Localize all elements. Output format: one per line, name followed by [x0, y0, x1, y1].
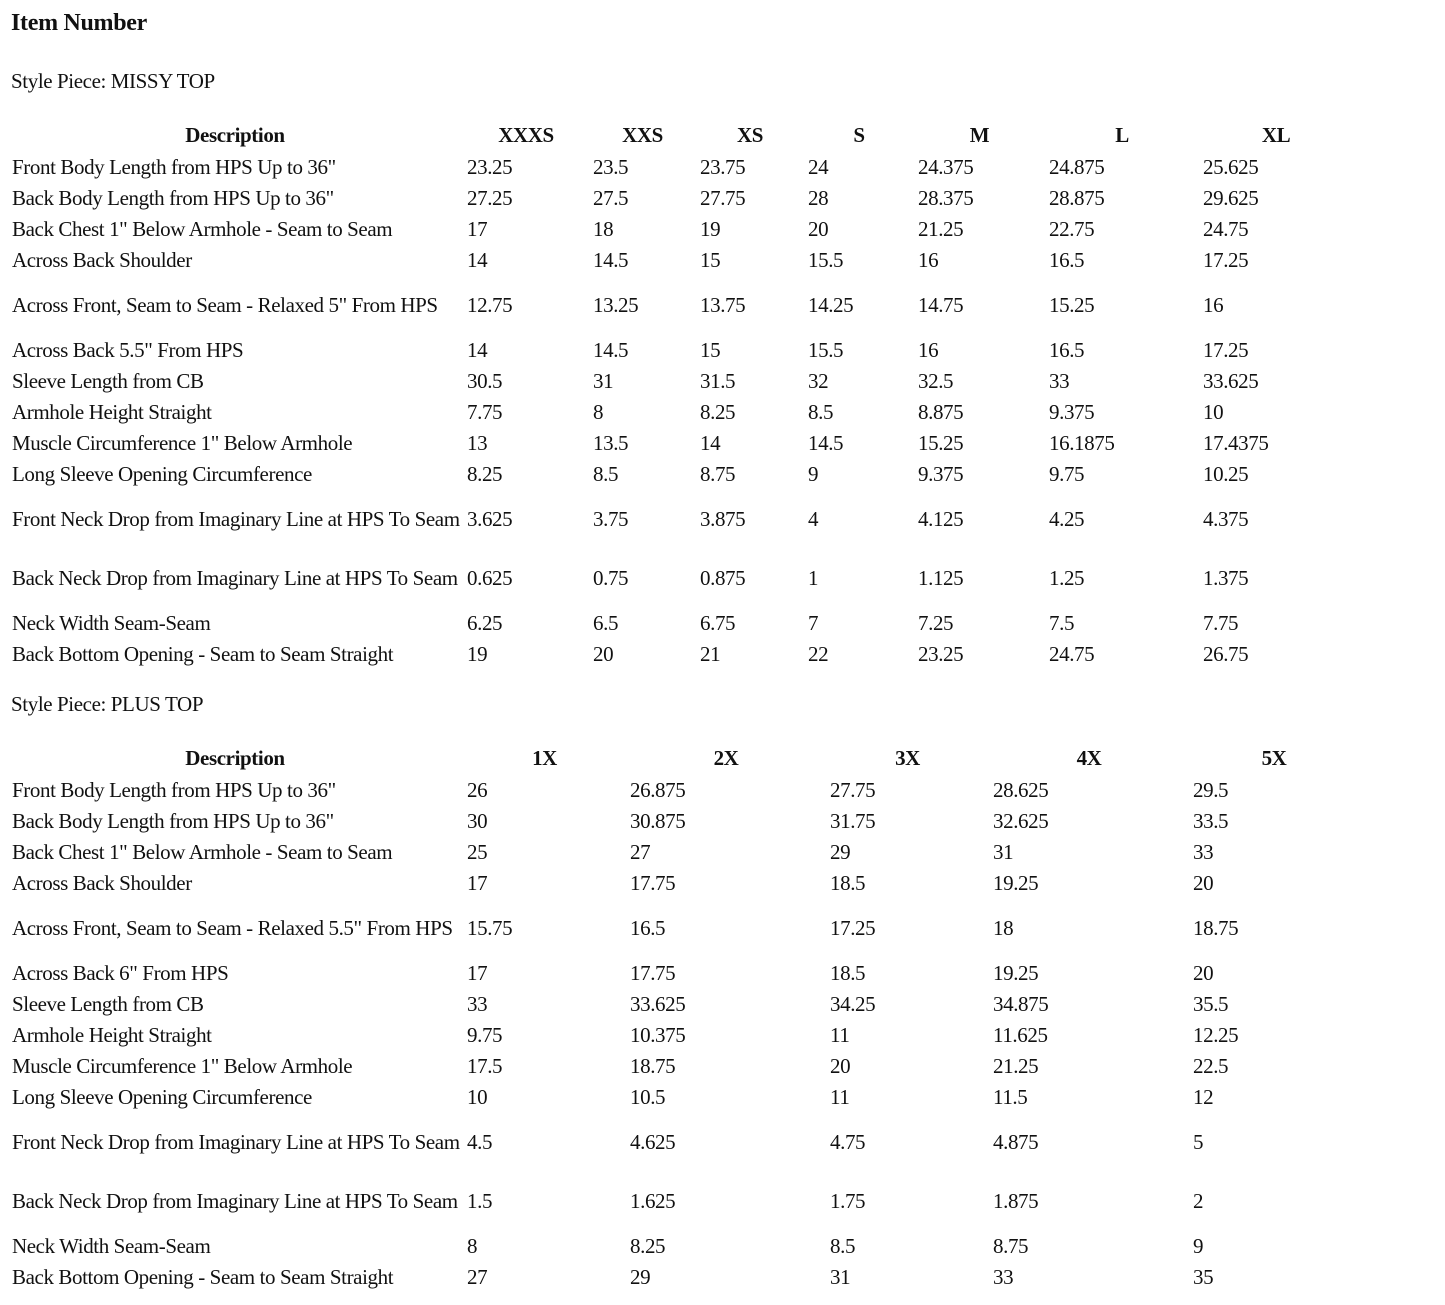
measurement-value: 7: [808, 610, 819, 635]
measurement-description: Front Neck Drop from Imaginary Line at HPS To Seam: [12, 1129, 460, 1154]
column-header-size: 1X: [532, 746, 557, 770]
measurement-value: 27.75: [830, 777, 876, 802]
document-title: Item Number: [11, 10, 148, 36]
measurement-value: 16: [1203, 292, 1224, 317]
table-row: [7, 275, 1353, 334]
measurement-value: 7.25: [918, 610, 954, 635]
measurement-value: 31: [593, 368, 614, 393]
column-header-size: XXXS: [498, 123, 554, 147]
measurement-value: 23.5: [593, 154, 629, 179]
column-header-size: 4X: [1076, 746, 1102, 770]
measurement-value: 2: [1193, 1188, 1204, 1213]
measurement-value: 12.75: [467, 292, 513, 317]
measurement-value: 28.625: [993, 777, 1049, 802]
measurement-value: 7.75: [1203, 610, 1239, 635]
measurement-value: 32.625: [993, 808, 1049, 833]
measurement-value: 1.625: [630, 1188, 676, 1213]
measurement-value: 4: [808, 506, 819, 531]
plus-size-spec-table: [7, 743, 1359, 1292]
measurement-value: 26: [467, 777, 488, 802]
table-row: [7, 1081, 1359, 1112]
measurement-value: 33: [1193, 839, 1214, 864]
measurement-value: 27: [467, 1264, 488, 1289]
measurement-description: Neck Width Seam-Seam: [12, 610, 211, 635]
measurement-value: 34.25: [830, 991, 876, 1016]
measurement-value: 9: [808, 461, 819, 486]
measurement-value: 18.75: [630, 1053, 676, 1078]
measurement-value: 20: [593, 641, 614, 666]
column-header-size: M: [969, 123, 990, 147]
measurement-value: 8.5: [593, 461, 619, 486]
missy-size-spec-table: [7, 120, 1353, 669]
measurement-value: 16.5: [1049, 337, 1085, 362]
measurement-value: 29.5: [1193, 777, 1229, 802]
measurement-value: 3.875: [700, 506, 746, 531]
table-row: [7, 489, 1353, 548]
column-header-size: XXS: [622, 123, 663, 147]
measurement-description: Long Sleeve Opening Circumference: [12, 1084, 312, 1109]
measurement-value: 1.875: [993, 1188, 1039, 1213]
table-row: [7, 1261, 1359, 1292]
measurement-value: 20: [808, 216, 829, 241]
measurement-value: 20: [1193, 960, 1214, 985]
measurement-value: 18: [593, 216, 614, 241]
table-header-row: [7, 120, 1353, 151]
measurement-value: 9.75: [467, 1022, 503, 1047]
measurement-value: 10.25: [1203, 461, 1249, 486]
measurement-value: 32: [808, 368, 829, 393]
measurement-value: 10.5: [630, 1084, 666, 1109]
measurement-value: 0.875: [700, 565, 746, 590]
measurement-value: 25: [467, 839, 488, 864]
column-header-size: 5X: [1261, 746, 1287, 770]
measurement-description: Back Neck Drop from Imaginary Line at HPS To Seam: [12, 565, 458, 590]
measurement-value: 33.625: [630, 991, 686, 1016]
measurement-value: 18.5: [830, 960, 866, 985]
measurement-value: 9.375: [918, 461, 964, 486]
measurement-value: 16.1875: [1049, 430, 1115, 455]
measurement-value: 15.25: [918, 430, 964, 455]
measurement-value: 14.5: [593, 337, 629, 362]
measurement-value: 8: [593, 399, 604, 424]
measurement-value: 16: [918, 247, 939, 272]
measurement-value: 11: [830, 1084, 850, 1109]
measurement-value: 20: [1193, 870, 1214, 895]
measurement-value: 0.625: [467, 565, 513, 590]
measurement-description: Armhole Height Straight: [12, 399, 212, 424]
measurement-value: 8.25: [467, 461, 503, 486]
measurement-value: 9.375: [1049, 399, 1095, 424]
measurement-value: 1: [808, 565, 819, 590]
measurement-value: 19: [700, 216, 721, 241]
column-header-size: 2X: [713, 746, 739, 770]
measurement-value: 16.5: [1049, 247, 1085, 272]
measurement-value: 14: [467, 247, 488, 272]
measurement-value: 8.5: [808, 399, 834, 424]
measurement-value: 20: [830, 1053, 851, 1078]
measurement-description: Armhole Height Straight: [12, 1022, 212, 1047]
measurement-value: 33.625: [1203, 368, 1259, 393]
table-row: [7, 988, 1359, 1019]
measurement-value: 6.75: [700, 610, 736, 635]
measurement-value: 29: [830, 839, 851, 864]
measurement-value: 14.5: [808, 430, 844, 455]
measurement-value: 17.75: [630, 870, 676, 895]
measurement-value: 27.75: [700, 185, 746, 210]
measurement-value: 7.75: [467, 399, 503, 424]
measurement-value: 26.75: [1203, 641, 1249, 666]
measurement-value: 10.375: [630, 1022, 686, 1047]
measurement-value: 8.25: [630, 1233, 666, 1258]
measurement-value: 15: [700, 337, 721, 362]
column-header-size: XS: [736, 123, 764, 147]
measurement-value: 4.375: [1203, 506, 1249, 531]
measurement-value: 4.25: [1049, 506, 1085, 531]
measurement-value: 18.75: [1193, 915, 1239, 940]
measurement-value: 1.75: [830, 1188, 866, 1213]
table-row: [7, 334, 1353, 365]
measurement-value: 10: [467, 1084, 488, 1109]
measurement-value: 30.5: [467, 368, 503, 393]
measurement-description: Back Body Length from HPS Up to 36": [12, 185, 334, 210]
measurement-value: 17: [467, 870, 488, 895]
measurement-value: 24.75: [1049, 641, 1095, 666]
measurement-value: 8: [467, 1233, 478, 1258]
table-row: [7, 607, 1353, 638]
measurement-description: Across Back Shoulder: [12, 870, 192, 895]
measurement-value: 30.875: [630, 808, 686, 833]
measurement-description: Back Chest 1" Below Armhole - Seam to Seam: [12, 216, 393, 241]
measurement-value: 17.75: [630, 960, 676, 985]
column-header-size: XL: [1261, 123, 1291, 147]
measurement-description: Across Front, Seam to Seam - Relaxed 5.5" From HPS: [12, 915, 453, 940]
table-row: [7, 182, 1353, 213]
measurement-value: 24.375: [918, 154, 974, 179]
measurement-description: Front Body Length from HPS Up to 36": [12, 154, 336, 179]
table-row: [7, 548, 1353, 607]
measurement-value: 8.875: [918, 399, 964, 424]
measurement-value: 21: [700, 641, 721, 666]
measurement-value: 14.5: [593, 247, 629, 272]
style-piece-missy-label: Style Piece: MISSY TOP: [11, 69, 215, 93]
measurement-value: 28: [808, 185, 829, 210]
measurement-value: 15.5: [808, 337, 844, 362]
measurement-value: 15.25: [1049, 292, 1095, 317]
measurement-description: Across Back Shoulder: [12, 247, 192, 272]
measurement-value: 34.875: [993, 991, 1049, 1016]
table-row: [7, 774, 1359, 805]
measurement-value: 6.5: [593, 610, 619, 635]
measurement-value: 13: [467, 430, 488, 455]
measurement-value: 33.5: [1193, 808, 1229, 833]
measurement-value: 14.25: [808, 292, 854, 317]
measurement-value: 12: [1193, 1084, 1214, 1109]
measurement-value: 8.75: [993, 1233, 1029, 1258]
measurement-value: 17: [467, 216, 488, 241]
measurement-value: 1.25: [1049, 565, 1085, 590]
measurement-value: 1.5: [467, 1188, 493, 1213]
table-row: [7, 1050, 1359, 1081]
measurement-value: 35.5: [1193, 991, 1229, 1016]
measurement-description: Front Neck Drop from Imaginary Line at HPS To Seam: [12, 506, 460, 531]
measurement-value: 21.25: [993, 1053, 1039, 1078]
measurement-value: 4.125: [918, 506, 964, 531]
measurement-value: 31.75: [830, 808, 876, 833]
measurement-description: Across Back 6" From HPS: [12, 960, 229, 985]
measurement-value: 8.5: [830, 1233, 856, 1258]
measurement-value: 31: [993, 839, 1014, 864]
measurement-value: 17.25: [830, 915, 876, 940]
column-header-description: Description: [185, 123, 285, 147]
table-row: [7, 836, 1359, 867]
measurement-description: Across Back 5.5" From HPS: [12, 337, 244, 362]
measurement-value: 13.75: [700, 292, 746, 317]
table-row: [7, 1171, 1359, 1230]
measurement-description: Back Neck Drop from Imaginary Line at HPS To Seam: [12, 1188, 458, 1213]
table-row: [7, 1230, 1359, 1261]
table-row: [7, 957, 1359, 988]
measurement-value: 7.5: [1049, 610, 1075, 635]
measurement-description: Muscle Circumference 1" Below Armhole: [12, 1053, 353, 1078]
measurement-description: Back Body Length from HPS Up to 36": [12, 808, 334, 833]
measurement-value: 24: [808, 154, 829, 179]
measurement-value: 33: [1049, 368, 1070, 393]
measurement-description: Back Bottom Opening - Seam to Seam Straight: [12, 641, 394, 666]
measurement-value: 16: [918, 337, 939, 362]
measurement-value: 10: [1203, 399, 1224, 424]
measurement-description: Sleeve Length from CB: [12, 991, 204, 1016]
measurement-value: 14: [467, 337, 488, 362]
measurement-value: 9: [1193, 1233, 1204, 1258]
table-row: [7, 638, 1353, 669]
table-row: [7, 1112, 1359, 1171]
measurement-value: 31: [830, 1264, 851, 1289]
measurement-description: Across Front, Seam to Seam - Relaxed 5" From HPS: [12, 292, 438, 317]
table-row: [7, 213, 1353, 244]
measurement-description: Back Chest 1" Below Armhole - Seam to Seam: [12, 839, 393, 864]
measurement-value: 19: [467, 641, 488, 666]
column-header-size: S: [853, 123, 865, 147]
table-row: [7, 805, 1359, 836]
measurement-value: 23.25: [467, 154, 513, 179]
measurement-value: 27: [630, 839, 651, 864]
column-header-size: L: [1115, 123, 1129, 147]
measurement-description: Long Sleeve Opening Circumference: [12, 461, 312, 486]
measurement-value: 8.25: [700, 399, 736, 424]
measurement-value: 28.875: [1049, 185, 1105, 210]
measurement-value: 4.875: [993, 1129, 1039, 1154]
measurement-value: 19.25: [993, 870, 1039, 895]
measurement-value: 3.75: [593, 506, 629, 531]
measurement-value: 29.625: [1203, 185, 1259, 210]
measurement-value: 31.5: [700, 368, 736, 393]
measurement-value: 33: [993, 1264, 1014, 1289]
measurement-value: 27.25: [467, 185, 513, 210]
measurement-value: 5: [1193, 1129, 1204, 1154]
measurement-value: 13.25: [593, 292, 639, 317]
measurement-value: 21.25: [918, 216, 964, 241]
measurement-description: Sleeve Length from CB: [12, 368, 204, 393]
measurement-value: 18: [993, 915, 1014, 940]
table-row: [7, 396, 1353, 427]
measurement-value: 4.5: [467, 1129, 493, 1154]
measurement-value: 13.5: [593, 430, 629, 455]
measurement-value: 19.25: [993, 960, 1039, 985]
measurement-value: 17.25: [1203, 247, 1249, 272]
measurement-value: 8.75: [700, 461, 736, 486]
style-piece-plus-label: Style Piece: PLUS TOP: [11, 692, 204, 716]
measurement-value: 23.25: [918, 641, 964, 666]
measurement-value: 17: [467, 960, 488, 985]
measurement-value: 24.875: [1049, 154, 1105, 179]
measurement-value: 4.625: [630, 1129, 676, 1154]
measurement-value: 33: [467, 991, 488, 1016]
measurement-value: 18.5: [830, 870, 866, 895]
measurement-value: 11.625: [993, 1022, 1048, 1047]
measurement-value: 17.4375: [1203, 430, 1269, 455]
table-row: [7, 427, 1353, 458]
measurement-value: 35: [1193, 1264, 1214, 1289]
measurement-description: Muscle Circumference 1" Below Armhole: [12, 430, 353, 455]
measurement-value: 17.5: [467, 1053, 503, 1078]
measurement-value: 22.75: [1049, 216, 1095, 241]
measurement-value: 16.5: [630, 915, 666, 940]
measurement-value: 15.75: [467, 915, 513, 940]
measurement-value: 14: [700, 430, 721, 455]
measurement-value: 1.375: [1203, 565, 1249, 590]
measurement-value: 17.25: [1203, 337, 1249, 362]
measurement-value: 0.75: [593, 565, 629, 590]
measurement-value: 27.5: [593, 185, 629, 210]
column-header-description: Description: [185, 746, 285, 770]
measurement-description: Back Bottom Opening - Seam to Seam Straight: [12, 1264, 394, 1289]
measurement-value: 15: [700, 247, 721, 272]
table-row: [7, 151, 1353, 182]
table-row: [7, 1019, 1359, 1050]
measurement-value: 11.5: [993, 1084, 1028, 1109]
measurement-value: 23.75: [700, 154, 746, 179]
column-header-size: 3X: [895, 746, 920, 770]
measurement-value: 15.5: [808, 247, 844, 272]
measurement-description: Front Body Length from HPS Up to 36": [12, 777, 336, 802]
measurement-value: 25.625: [1203, 154, 1259, 179]
table-row: [7, 898, 1359, 957]
measurement-value: 26.875: [630, 777, 686, 802]
table-row: [7, 365, 1353, 396]
measurement-value: 28.375: [918, 185, 974, 210]
measurement-value: 22: [808, 641, 829, 666]
measurement-value: 32.5: [918, 368, 954, 393]
measurement-value: 30: [467, 808, 488, 833]
measurement-value: 24.75: [1203, 216, 1249, 241]
table-header-row: [7, 743, 1359, 774]
measurement-value: 9.75: [1049, 461, 1085, 486]
measurement-value: 22.5: [1193, 1053, 1229, 1078]
measurement-value: 14.75: [918, 292, 964, 317]
measurement-description: Neck Width Seam-Seam: [12, 1233, 211, 1258]
measurement-value: 4.75: [830, 1129, 866, 1154]
measurement-value: 12.25: [1193, 1022, 1239, 1047]
measurement-value: 3.625: [467, 506, 513, 531]
table-row: [7, 867, 1359, 898]
measurement-value: 29: [630, 1264, 651, 1289]
measurement-value: 6.25: [467, 610, 503, 635]
measurement-value: 1.125: [918, 565, 964, 590]
measurement-value: 11: [830, 1022, 850, 1047]
table-row: [7, 458, 1353, 489]
table-row: [7, 244, 1353, 275]
